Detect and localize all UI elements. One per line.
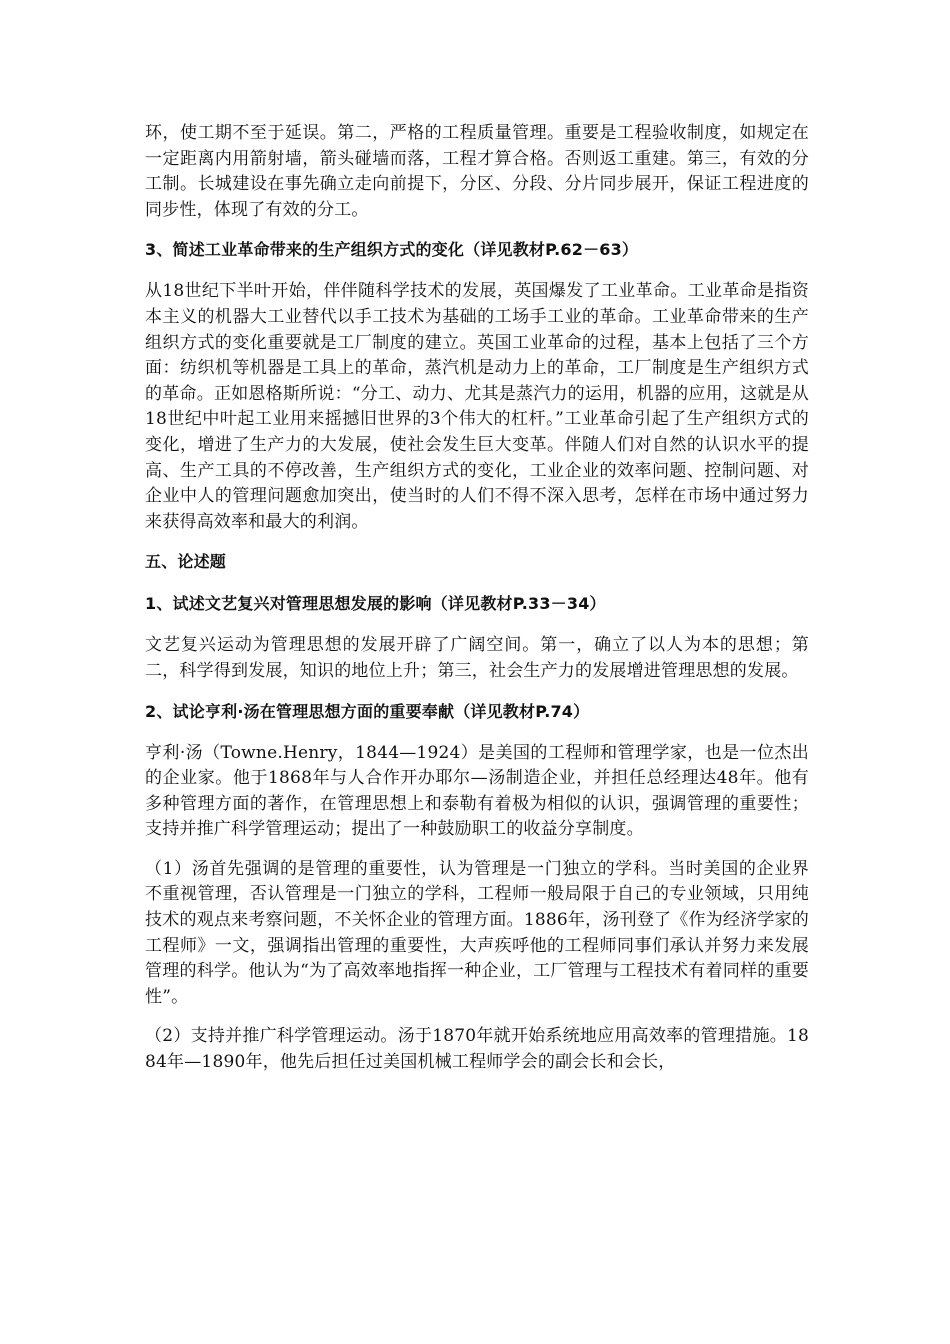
document-page: [145, 121, 809, 1090]
question-heading-henry-towne: 2、试论亨利·汤在管理思想方面的重要奉献（详见教材P.74）: [145, 701, 590, 721]
paragraph-towne-point-1: （1）汤首先强调的是管理的重要性，认为管理是一门独立的学科。当时美国的企业界不重视管理，否认管理是一门独立的学科，工程师一般局限于自己的专业领域，只用纯技术的观点来考察问题，不关怀企业的管理方面。1886年，汤刊登了《作为经济学家的工程师》一文，强调指出管理的重要性，大声疾呼他的工程师同事们承认并努力来发展管理的科学。他认为“为了高效率地指挥一种企业，工厂管理与工程技术有着同样的重要性”。: [145, 858, 809, 1007]
paragraph-great-wall-management: 环，使工期不至于延误。第二，严格的工程质量管理。重要是工程验收制度，如规定在一定距离内用箭射墙，箭头碰墙而落，工程才算合格。否则返工重建。第三，有效的分工制。长城建设在事先确立走向前提下，分区、分段、分片同步展开，保证工程进度的同步性，体现了有效的分工。: [145, 123, 809, 220]
paragraph-renaissance: 文艺复兴运动为管理思想的发展开辟了广阔空间。第一，确立了以人为本的思想；第二，科学得到发展，知识的地位上升；第三，社会生产力的发展增进管理思想的发展。: [145, 635, 809, 681]
paragraph-towne-point-2: （2）支持并推广科学管理运动。汤于1870年就开始系统地应用高效率的管理措施。1884年—1890年，他先后担任过美国机械工程师学会的副会长和会长，: [145, 1026, 809, 1073]
paragraph-industrial-revolution: 从18世纪下半叶开始，伴伴随科学技术的发展，英国爆发了工业革命。工业革命是指资本主义的机器大工业替代以手工技术为基础的工场手工业的革命。工业革命带来的生产组织方式的变化重要就是工厂制度的建立。英国工业革命的过程，基本上包括了三个方面：纺织机等机器是工具上的革命，蒸汽机是动力上的革命，工厂制度是生产组织方式的革命。正如恩格斯所说：“分工、动力、尤其是蒸汽力的运用，机器的应用，这就是从18世纪中叶起工业用来摇撼旧世界的3个伟大的杠杆。”工业革命引起了生产组织方式的变化，增进了生产力的大发展，使社会发生巨大变革。伴随人们对自然的认识水平的提高、生产工具的不停改善，生产组织方式的变化，工业企业的效率问题、控制问题、对企业中人的管理问题愈加突出，使当时的人们不得不深入思考，怎样在市场中通过努力来获得高效率和最大的利润。: [145, 281, 809, 532]
paragraph-henry-towne-intro: 亨利·汤（Towne.Henry，1844—1924）是美国的工程师和管理学家，也是一位杰出的企业家。他于1868年与人合作开办耶尔—汤制造企业，并担任总经理达48年。他有多种管理方面的著作，在管理思想上和泰勒有着极为相似的认识，强调管理的重要性；支持并推广科学管理运动；提出了一种鼓励职工的收益分享制度。: [145, 742, 809, 840]
question-heading-industrial-revolution: 3、简述工业革命带来的生产组织方式的变化（详见教材P.62－63）: [145, 240, 639, 260]
question-heading-renaissance: 1、试述文艺复兴对管理思想发展的影响（详见教材P.33－34）: [145, 594, 606, 614]
section-heading-essay-questions: 五、论述题: [145, 552, 227, 572]
